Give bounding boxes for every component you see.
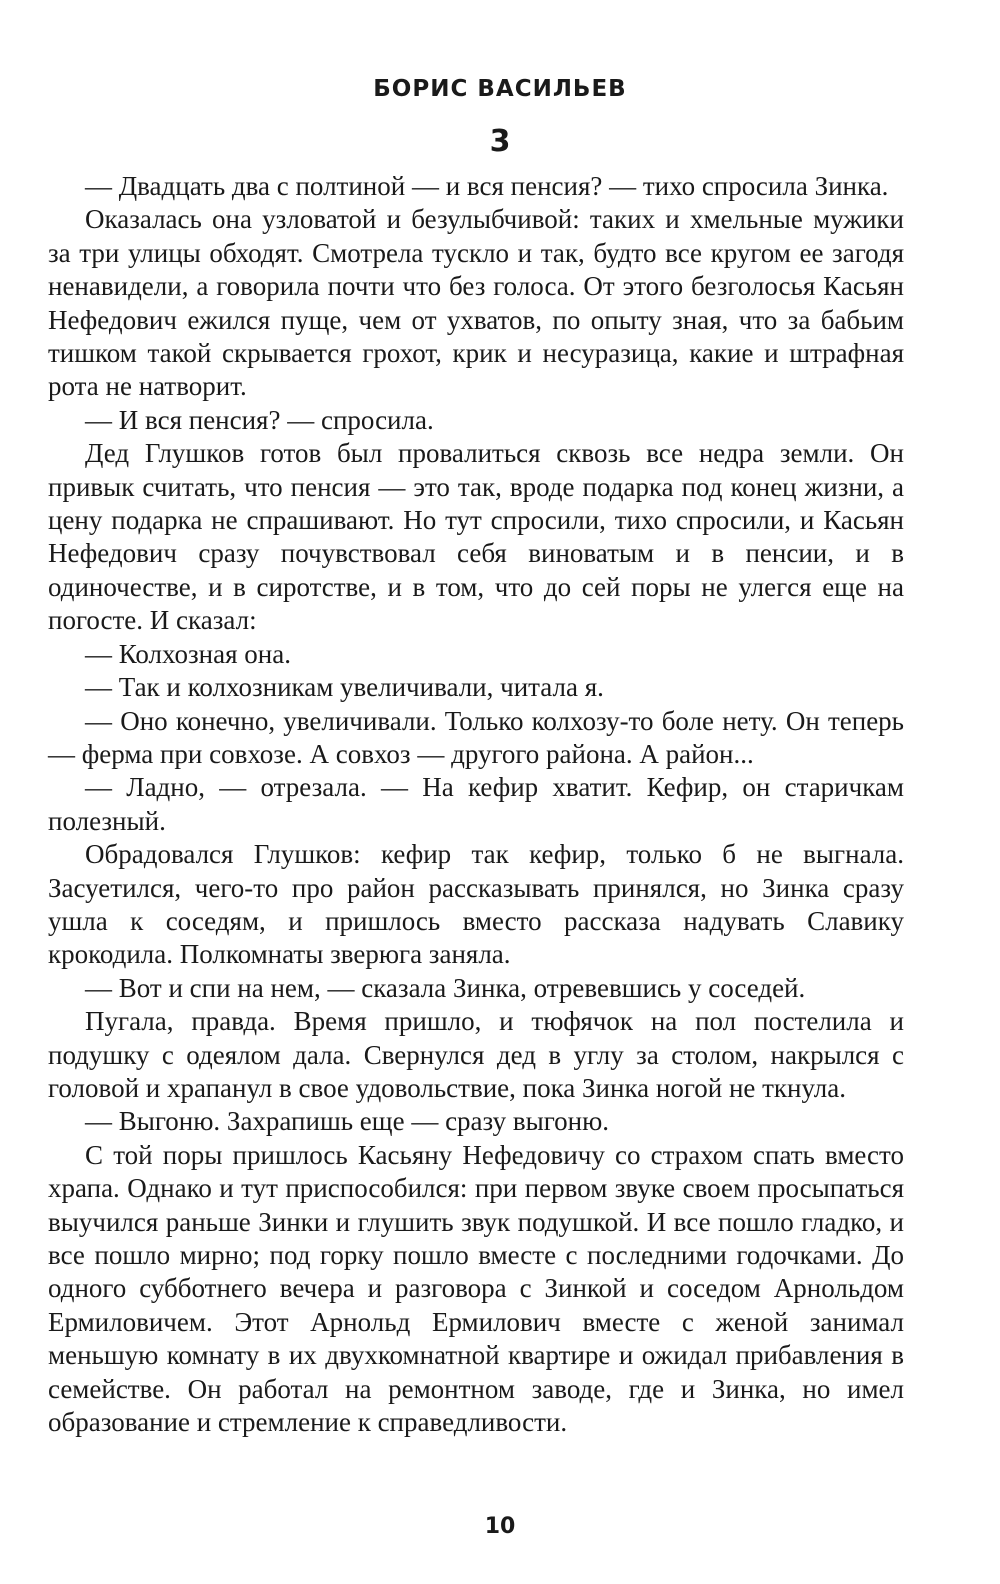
page-number: 10 — [484, 1514, 516, 1539]
paragraph: Дед Глушков готов был провалиться сквозь все недра земли. Он привык считать, что пенсия — это так, вроде подарка под конец жизни, а цену подарка не спрашивают. Но тут спросили, тихо спросили, и Касьян Нефедович сразу почувствовал себя виноватым и в пенсии, и в одиночестве, и в сиротстве, и в том, что до сей поры не улегся еще на погосте. И сказал: — [48, 438, 904, 636]
paragraph: Пугала, правда. Время пришло, и тюфячок на пол постелила и подушку с одеялом дала. Свернулся дед в углу за столом, накрылся с головой и храпанул в свое удовольствие, пока Зинка ногой не ткнула. — [48, 1006, 904, 1103]
paragraph: — Ладно, — отрезала. — На кефир хватит. Кефир, он старичкам полезный. — [48, 772, 904, 836]
paragraph: — Оно конечно, увеличивали. Только колхозу-то боле нету. Он теперь — ферма при совхозе. А совхоз — другого района. А район... — [48, 705, 904, 769]
paragraph: — Вот и спи на нем, — сказала Зинка, отревевшись у соседей. — [85, 972, 806, 1003]
paragraph: — Так и колхозникам увеличивали, читала я. — [85, 672, 604, 703]
paragraph: — Двадцать два с полтиной — и вся пенсия? — тихо спросила Зинка. — [85, 171, 889, 201]
paragraph: Обрадовался Глушков: кефир так кефир, только б не выгнала. Засуетился, чего-то про район рассказывать принялся, но Зинка сразу ушла к соседям, и пришлось вместо рассказа надувать Славику крокодила. Полкомнаты зверюга заняла. — [48, 839, 904, 970]
body-text — [48, 170, 904, 1439]
running-head-author: БОРИС ВАСИЛЬЕВ — [373, 76, 627, 102]
paragraph: — Выгоню. Захрапишь еще — сразу выгоню. — [85, 1106, 610, 1137]
chapter-number: 3 — [489, 124, 511, 159]
paragraph: С той поры пришлось Касьяну Нефедовичу со страхом спать вместо храпа. Однако и тут приспособился: при первом звуке своем просыпаться выучился раньше Зинки и глушить звук подушкой. И все пошло гладко, и все пошло мирно; под горку пошло вместе с последними годочками. До одного субботнего вечера и разговора с Зинкой и соседом Арнольдом Ермиловичем. Этот Арнольд Ермилович вместе с женой занимал меньшую комнату в их двухкомнатной квартире и ожидал прибавления в семействе. Он работал на ремонтном заводе, где и Зинка, но имел образование и стремление к справедливости. — [48, 1139, 904, 1438]
paragraph: — Колхозная она. — [85, 638, 291, 669]
paragraph: Оказалась она узловатой и безулыбчивой: таких и хмельные мужики за три улицы обходят. Смотрела тускло и так, будто все кругом ее загодя ненавидели, а говорила почти что без голоса. От этого безголосья Касьян Нефедович ежился пуще, чем от ухватов, по опыту зная, что за бабьим тишком такой скрывается грохот, крик и несуразица, какие и штрафная рота не натворит. — [48, 204, 904, 402]
paragraph: — И вся пенсия? — спросила. — [85, 404, 434, 435]
